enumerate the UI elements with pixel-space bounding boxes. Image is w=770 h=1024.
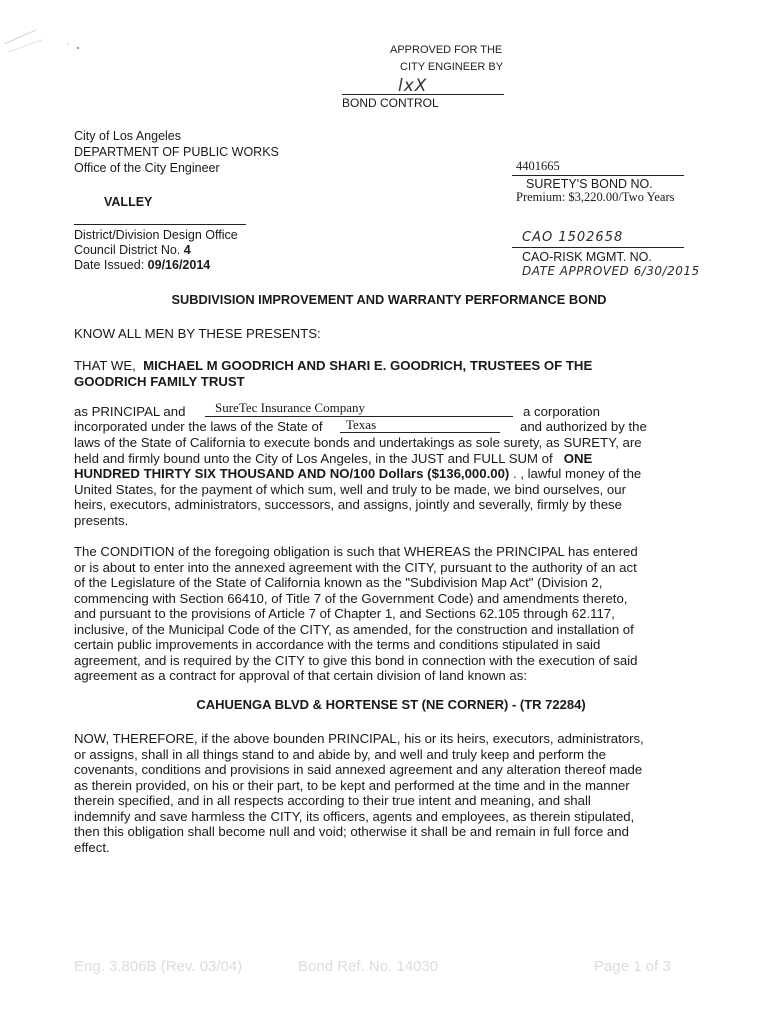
footer-page-number: Page 1 of 3 [594,958,671,975]
sum-suffix: . , lawful money of the [509,466,642,481]
division-office: District/Division Design Office [74,228,238,242]
cao-number-handwritten: CAO 1502658 [522,230,624,245]
issued-label: Date Issued: [74,258,145,272]
approval-line-2: CITY ENGINEER BY [400,61,504,73]
condition-line: or is about to enter into the annexed agreement with the CITY, pursuant to the authority of an act [74,559,637,575]
sum-amount-start: ONE [563,451,593,466]
now-therefore-line: indemnify and save harmless the CITY, its officers, agents and employees, as therein stipulated, [74,808,635,824]
surety-prefix: as PRINCIPAL and [74,404,186,419]
now-therefore-line: effect. [74,839,110,855]
condition-line: inclusive, of the Municipal Code of the CITY, as amended, for the construction and installation of [74,621,634,637]
cao-label: CAO-RISK MGMT. NO. [522,250,652,264]
condition-line: of the Legislature of the State of California known as the "Subdivision Map Act" (Division 2, [74,575,603,590]
know-all-men: KNOW ALL MEN BY THESE PRESENTS: [74,326,321,341]
date-approved-handwritten: DATE APPROVED 6/30/2015 [522,264,700,278]
now-therefore-paragraph [74,731,686,855]
condition-paragraph [74,544,686,684]
bond-control-label: BOND CONTROL [342,96,439,110]
surety-line-5 [74,466,641,482]
council-label: Council District No. [74,243,181,257]
condition-line: agreement as a contract for approval of that certain division of land known as: [74,668,528,683]
surety-line-4 [74,451,592,467]
date-issued [74,258,210,273]
principal-name-line1: MICHAEL M GOODRICH AND SHARI E. GOODRICH, TRUSTEES OF THE [143,358,593,373]
state-prefix: incorporated under the laws of the State of [74,419,323,434]
sum-amount: HUNDRED THIRTY SIX THOUSAND AND NO/100 Dollars ($136,000.00) [74,466,510,481]
surety-line-7: heirs, executors, administrators, successors, and assigns, jointly and severally, firmly by these [74,497,622,512]
surety-company: SureTec Insurance Company [215,400,365,415]
condition-line: and pursuant to the provisions of Article 7 of Chapter 1, and Sections 62.105 through 62.117, [74,606,615,621]
bond-title: SUBDIVISION IMPROVEMENT AND WARRANTY PERFORMANCE BOND [171,292,607,307]
tract-designation: CAHUENGA BLVD & HORTENSE ST (NE CORNER) - (TR 72284) [196,697,586,712]
condition-line: The CONDITION of the foregoing obligation is such that WHEREAS the PRINCIPAL has entered [74,544,638,559]
surety-line-3: laws of the State of California to execute bonds and undertakings as sole surety, as SURETY, are [74,435,642,450]
surety-bond-underline [512,175,684,176]
scan-artifact [0,18,100,58]
surety-suffix: a corporation [523,404,600,419]
now-therefore-line: as therein provided, on his or their part, to be kept and performed at the time and in the manner [74,777,630,793]
surety-line-2 [74,419,323,435]
surety-line-6: United States, for the payment of which sum, well and truly to be made, we bind ourselves, our [74,482,626,497]
condition-line: agreement, and is required by the CITY to give this bond in connection with the execution of said [74,652,638,668]
now-therefore-line: therein specified, and in all respects according to their true intent and meaning, and shall [74,793,591,808]
state-underline [340,432,500,433]
premium: Premium: $3,220.00/Two Years [516,190,675,204]
surety-line-8: presents. [74,513,129,528]
surety-bond-label: SURETY'S BOND NO. [526,177,653,191]
approval-initials: lxX [398,76,428,96]
surety-bond-number: 4401665 [516,159,560,173]
now-therefore-line: covenants, conditions and provisions in said annexed agreement and any alteration thereof made [74,762,643,777]
council-value: 4 [183,243,191,257]
now-therefore-line: or assigns, shall in all things stand to and abide by, and well and truly keep and perform the [74,746,606,762]
sum-prefix: held and firmly bound unto the City of Los Angeles, in the JUST and FULL SUM of [74,451,553,466]
council-district [74,243,191,258]
condition-line: certain public improvements in accordance with the terms and conditions stipulated in said [74,637,601,652]
office-name: Office of the City Engineer [74,161,220,175]
footer-bond-ref: Bond Ref. No. 14030 [298,958,439,975]
city-name: City of Los Angeles [74,129,182,143]
region-name: VALLEY [104,195,153,209]
state-suffix: and authorized by the [520,419,647,434]
surety-state: Texas [346,417,377,432]
principal-block [74,358,684,389]
now-therefore-line: then this obligation shall become null and void; otherwise it shall be and remain in full force and [74,824,629,839]
now-therefore-line: NOW, THEREFORE, if the above bounden PRINCIPAL, his or its heirs, executors, administrators, [74,731,644,746]
approval-signature-line [342,94,504,95]
footer-form-number: Eng. 3.806B (Rev. 03/04) [74,958,243,975]
condition-line: commencing with Section 66410, of Title 7 of the Government Code) and amendments thereto, [74,590,628,606]
region-underline [74,224,246,225]
principal-name-line2: GOODRICH FAMILY TRUST [74,373,245,389]
issued-value: 09/16/2014 [147,258,211,272]
cao-underline [512,247,684,248]
that-we-prefix: THAT WE, [74,358,136,373]
department-name: DEPARTMENT OF PUBLIC WORKS [74,145,279,159]
approval-line-1: APPROVED FOR THE [390,44,503,56]
